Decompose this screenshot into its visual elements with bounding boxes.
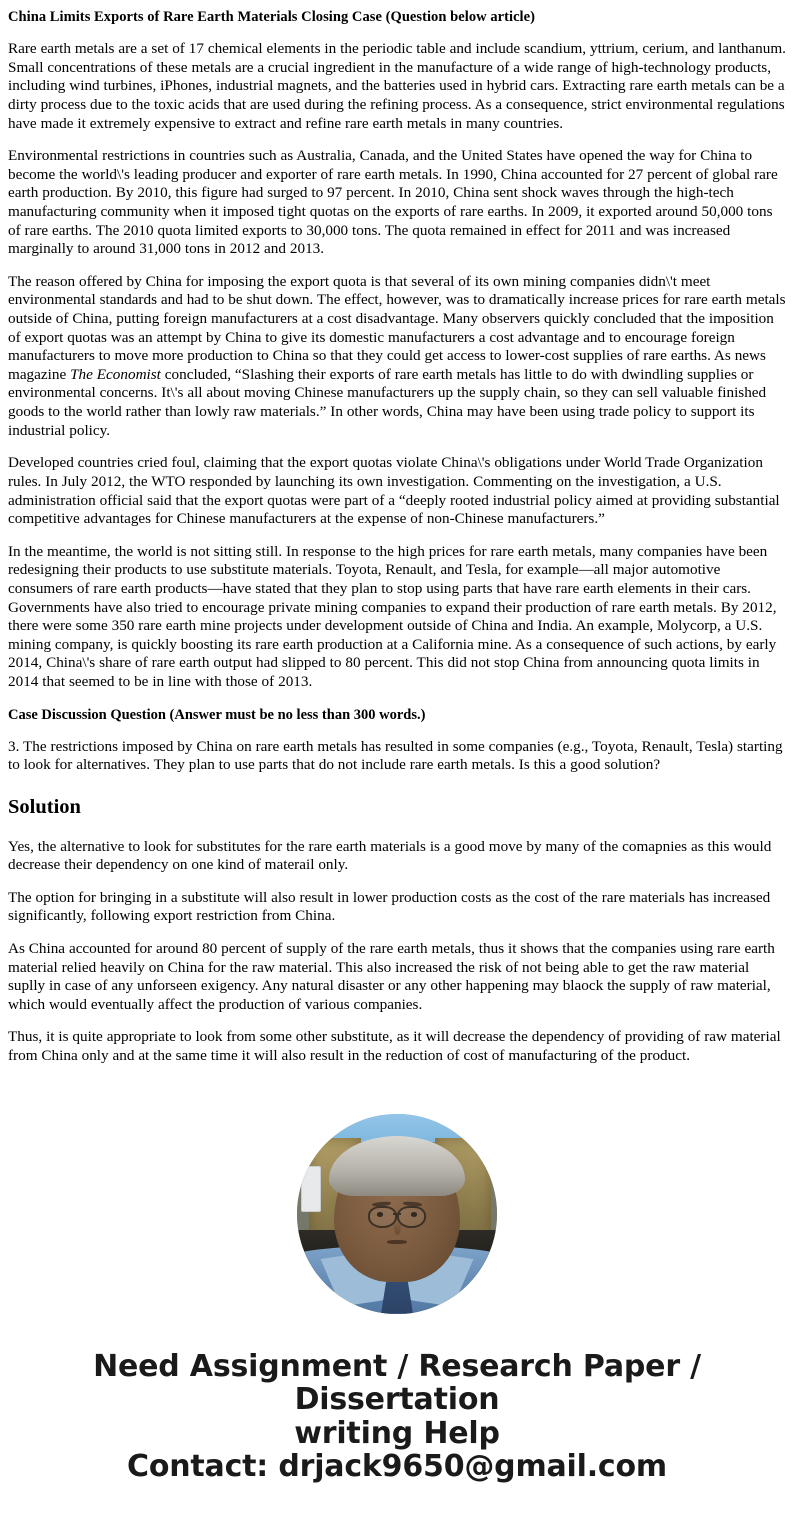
avatar-nose [394, 1220, 402, 1235]
case-discussion-question-text: 3. The restrictions imposed by China on rare earth metals has resulted in some companies (e.g., Toyota, Renault, Tesla) starting to look for alternatives. They plan to use parts that do not include rare earth metals. Is this a good solution? [8, 737, 783, 774]
avatar-eyeglass-lens-left [368, 1206, 397, 1228]
solution-paragraph-3: As China accounted for around 80 percent of supply of the rare earth metals, thus it shows that the companies using rare earth material relied heavily on China for the raw material. This also increased the risk of not being able to get the raw material suplly in case of any unforseen exigency. Any natural disaster or any other happening may blaock the supply of raw material, which would eventually affect the production of various companies. [8, 940, 775, 1013]
article-paragraph-2: Environmental restrictions in countries such as Australia, Canada, and the United States have opened the way for China to become the world\'s leading producer and exporter of rare earth metals. In 1990, China accounted for 27 percent of global rare earth production. By 2010, this figure had surged to 97 percent. In 2010, China sent shock waves through the high-tech manufacturing community when it imposed tight quotas on the exports of rare earths. In 2009, it exported around 50,000 tons of rare earths. The 2010 quota limited exports to 30,000 tons. The quota remained in effect for 2011 and was increased marginally to around 31,000 tons in 2012 and 2013. [8, 147, 778, 258]
article-paragraph-1: Rare earth metals are a set of 17 chemical elements in the periodic table and include scandium, yttrium, cerium, and lanthanum. Small concentrations of these metals are a crucial ingredient in the manufacture of a wide range of high-technology products, including wind turbines, iPhones, industrial magnets, and the batteries used in hybrid cars. Extracting rare earth metals can be a dirty process due to the toxic acids that are used during the refining process. As a consequence, strict environmental regulations have made it extremely expensive to extract and refine rare earth metals in many countries. [8, 40, 786, 132]
solution-paragraph-1: Yes, the alternative to look for substitutes for the rare earth materials is a good move by many of the comapnies as this would decrease their dependency on one kind of materail only. [8, 837, 772, 874]
avatar [297, 1114, 497, 1314]
avatar-eyeglass-lens-right [397, 1206, 426, 1228]
avatar-eyeglass-bridge [393, 1213, 401, 1215]
quota-paragraph-before-citation: The reason offered by China for imposing the export quota is that several of its own mining companies didn\'t meet environmental standards and had to be shut down. The effect, however, was to dramatically increase prices for rare earth metals outside of China, putting foreign manufacturers at a cost disadvantage. Many observers quickly concluded that the imposition of export quotas was an attempt by China to give its domestic manufacturers a cost advantage and to encourage foreign manufacturers to move more production to China so that they could get access to lower-cost supplies of rare earths. As news magazine [8, 272, 786, 383]
article-paragraph-5: In the meantime, the world is not sitting still. In response to the high prices for rare earth metals, many companies have been redesigning their products to use substitute materials. Toyota, Renault, and Tesla, for example—all major automotive consumers of rare earth products—have stated that they plan to stop using parts that have rare earth elements in their cars. Governments have also tried to encourage private mining companies to expand their production of rare earth metals. By 2012, there were some 350 rare earth mine projects under development outside of China and India. An example, Molycorp, a U.S. mining company, is quickly boosting its rare earth production at a California mine. As a consequence of such actions, by early 2014, China\'s share of rare earth output had slipped to 80 percent. This did not stop China from announcing quota limits in 2014 that seemed to be in line with those of 2013. [8, 542, 777, 691]
article-paragraph-3 [8, 273, 786, 440]
solution-paragraph-2: The option for bringing in a substitute will also result in lower production costs as the cost of the rare materials has increased significantly, following export restriction from China. [8, 888, 771, 925]
publication-name-economist: The Economist [70, 365, 161, 383]
quota-paragraph-after-citation: concluded, “Slashing their exports of rare earth metals has little to do with dwindling supplies or environmental concerns. It\'s all about moving Chinese manufacturers up the supply chain, so they can sell valuable finished goods to the world rather than lowly raw materials.” In other words, China may have been using trade policy to support its industrial policy. [8, 365, 767, 439]
case-discussion-question-heading: Case Discussion Question (Answer must be no less than 300 words.) [8, 706, 426, 723]
promo-contact-email-line: Contact: drjack9650@gmail.com [127, 1449, 667, 1485]
avatar-wall-switch [301, 1166, 321, 1212]
solution-paragraph-4: Thus, it is quite appropriate to look from some other substitute, as it will decrease the dependency of providing of raw material from China only and at the same time it will also result in the reduction of cost of manufacturing of the product. [8, 1028, 781, 1065]
article-paragraph-4: Developed countries cried foul, claiming that the export quotas violate China\'s obligations under World Trade Organization rules. In July 2012, the WTO responded by launching its own investigation. Commenting on the investigation, a U.S. administration official said that the export quotas were part of a “deeply rooted industrial policy aimed at providing substantial competitive advantages for Chinese manufacturers at the expense of non-Chinese manufacturers.” [8, 454, 780, 528]
avatar-container [8, 1114, 786, 1314]
promo-line-1: Need Assignment / Research Paper / Dissertation [93, 1348, 701, 1418]
promo-footer [8, 1350, 786, 1484]
promo-line-2: writing Help [294, 1415, 500, 1451]
avatar-mouth [387, 1240, 407, 1244]
page-title: China Limits Exports of Rare Earth Materials Closing Case (Question below article) [8, 9, 535, 25]
solution-heading: Solution [8, 795, 81, 818]
